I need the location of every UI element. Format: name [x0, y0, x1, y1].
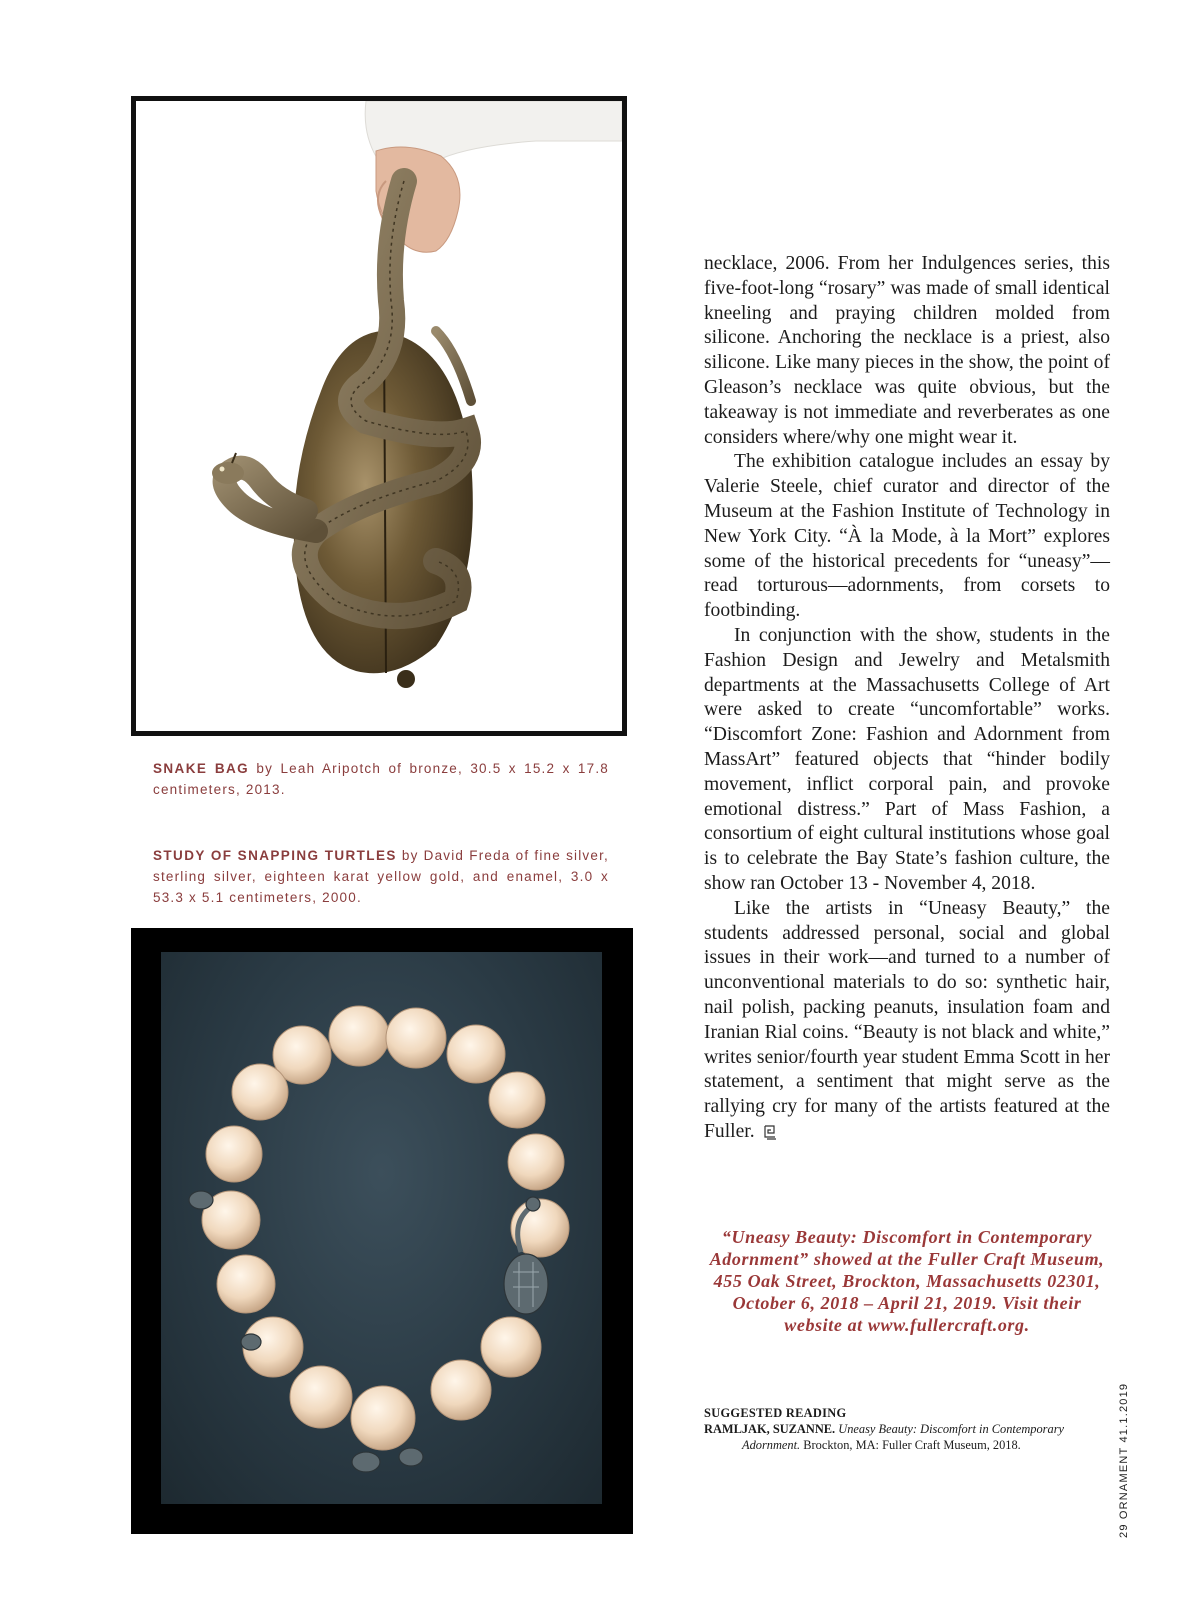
body-paragraph-3: In conjunction with the show, students in the Fashion Design and Jewelry and Metalsmith departments at the Massachusetts College of Art were asked to create “uncomfortable” works. “Discomfort Zone: Fashion and Adornment from MassArt” featured objects that “hinder bodily movement, inflict corporal pain, and provoke emotional distress.” Part of Mass Fashion, a consortium of eight cultural institutions whose goal is to celebrate the Bay State’s fashion culture, the show ran October 13 - November 4, 2018.	[704, 624, 1110, 894]
reading-publisher: Brockton, MA: Fuller Craft Museum, 2018.	[800, 1438, 1021, 1452]
reading-title: Uneasy Beauty: Discomfort in Contemporary Adornment.	[742, 1422, 1065, 1452]
suggested-reading	[704, 1405, 1114, 1453]
snake-bag-caption-text: by Leah Aripotch of bronze, 30.5 x 15.2 x 17.8 centimeters, 2013.	[153, 761, 609, 797]
body-paragraph-2: The exhibition catalogue includes an essay by Valerie Steele, chief curator and director of the Museum at the Fashion Institute of Technology in New York City. “À la Mode, à la Mort” explores some of the historical precedents for “uneasy”—read torturous—adornments, from corsets to footbinding.	[704, 451, 1110, 622]
suggested-reading-heading: SUGGESTED READING	[704, 1406, 847, 1420]
snake-bag-caption	[153, 758, 609, 800]
exhibition-info: “Uneasy Beauty: Discomfort in Contemporary Adornment” showed at the Fuller Craft Museum, 455 Oak Street, Brockton, Massachusetts 02301, October 6, 2018 – April 21, 2019. Visit their website at www.fullercraft.org.	[709, 1227, 1105, 1335]
turtles-caption-title: STUDY OF SNAPPING TURTLES	[153, 848, 397, 863]
reading-reference	[704, 1421, 1114, 1453]
body-paragraph-4-wrap	[704, 897, 1110, 1145]
turtles-caption-text: by David Freda of fine silver, sterling silver, eighteen karat yellow gold, and enamel, 3.0 x 53.3 x 5.1 centimeters, 2000.	[153, 848, 609, 905]
photo-backdrop	[161, 952, 602, 1504]
snake-bag-photo	[131, 96, 627, 736]
article-body	[704, 252, 1110, 1145]
pearl-necklace-illustration	[161, 952, 602, 1504]
body-paragraph-4: Like the artists in “Uneasy Beauty,” the students addressed personal, social and global issues in their work—and turned to a number of unconventional materials to do so: synthetic hair, nail polish, packing peanuts, insulation foam and Iranian Rial coins. “Beauty is not black and white,” writes senior/fourth year student Emma Scott in her statement, a sentiment that might serve as the rallying cry for many of the artists featured at the Fuller.	[704, 897, 1110, 1142]
reading-author: RAMLJAK, SUZANNE.	[704, 1422, 836, 1436]
snake-bag-caption-title: SNAKE BAG	[153, 761, 250, 776]
end-of-article-icon	[763, 1124, 777, 1140]
snake-bag-illustration	[136, 101, 622, 731]
snapping-turtles-photo	[131, 928, 633, 1534]
turtles-caption	[153, 845, 609, 908]
body-paragraph-1: necklace, 2006. From her Indulgences series, this five-foot-long “rosary” was made of small identical kneeling and praying children molded from silicone. Anchoring the necklace is a priest, also silicone. Like many pieces in the show, the point of Gleason’s necklace was quite obvious, but the takeaway is not immediate and reverberates as one considers where/why one might wear it.	[704, 253, 1110, 448]
page-folio: 29 ORNAMENT 41.1.2019	[1118, 1382, 1130, 1538]
